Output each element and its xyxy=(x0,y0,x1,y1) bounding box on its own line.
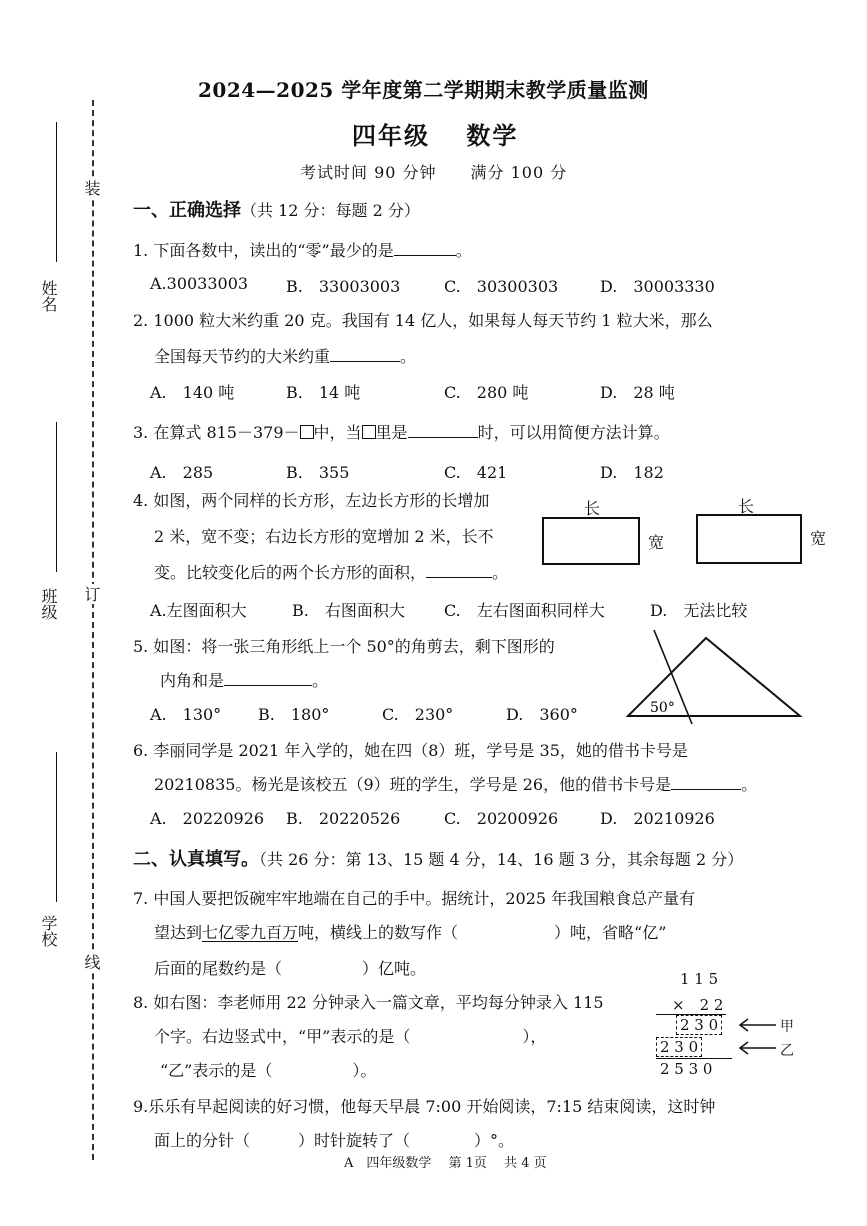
right-rect-wide-label: 宽 xyxy=(810,529,827,548)
q3-text-b: 中，当 xyxy=(313,423,362,442)
q5-end: 。 xyxy=(312,671,329,690)
q5-option-d[interactable]: D. 360° xyxy=(506,705,578,724)
q2-line2-text: 全国每天节约的大米约重 xyxy=(154,347,331,366)
section1-heading xyxy=(133,196,420,222)
q8-line3: “乙”表示的是（ ）。 xyxy=(160,1061,377,1080)
dashed-binding-line xyxy=(92,100,94,1160)
q2-option-d[interactable]: D. 28 吨 xyxy=(600,383,675,402)
q4-option-c[interactable]: C. 左右图面积同样大 xyxy=(444,601,605,620)
school-field-line xyxy=(56,752,57,902)
calc-rule-2 xyxy=(656,1058,732,1059)
q3-option-d[interactable]: D. 182 xyxy=(600,463,664,482)
q7-line2-b: 吨，横线上的数写作（ ）吨，省略“亿” xyxy=(298,923,667,942)
q1-option-d[interactable]: D. 30003330 xyxy=(600,277,715,296)
q8-line1: 8. 如右图：李老师用 22 分钟录入一篇文章，平均每分钟录入 115 xyxy=(133,993,604,1012)
q1-text: 1. 下面各数中，读出的“零”最少的是 xyxy=(133,241,394,260)
q4-line3 xyxy=(154,560,508,583)
q4-line2: 2 米，宽不变；右边长方形的宽增加 2 米，长不 xyxy=(154,527,494,546)
left-rectangle xyxy=(542,517,640,565)
arrow-jia-icon xyxy=(738,1018,778,1032)
q1-option-c[interactable]: C. 30300303 xyxy=(444,277,559,296)
name-field-line xyxy=(56,122,57,262)
q8-line2: 个字。右边竖式中，“甲”表示的是（ ）， xyxy=(154,1027,547,1046)
left-rect-long-label: 长 xyxy=(584,499,601,518)
bind-char-ding: 订 xyxy=(82,586,101,602)
exam-title: 2024—2025 学年度第二学期期末教学质量监测 xyxy=(198,78,649,102)
section1-title: 一、正确选择 xyxy=(133,200,241,221)
q5-line2-text: 内角和是 xyxy=(160,671,225,690)
q7-line1: 7. 中国人要把饭碗牢牢地端在自己的手中。据统计，2025 年我国粮食总产量有 xyxy=(133,889,696,908)
name-label: 姓名 xyxy=(39,280,58,312)
right-rectangle xyxy=(696,514,802,564)
q4-end: 。 xyxy=(492,563,509,582)
q2-option-a[interactable]: A. 140 吨 xyxy=(150,383,235,402)
q1-option-b[interactable]: B. 33003003 xyxy=(286,277,401,296)
q9-line1: 9.乐乐有早起阅读的好习惯，他每天早晨 7:00 开始阅读，7:15 结束阅读，这时钟 xyxy=(133,1097,716,1116)
question-1 xyxy=(133,238,472,261)
q3-answer-blank[interactable] xyxy=(408,423,478,438)
q5-line1: 5. 如图：将一张三角形纸上一个 50°的角剪去，剩下图形的 xyxy=(133,637,555,656)
q3-option-a[interactable]: A. 285 xyxy=(150,463,214,482)
q5-option-b[interactable]: B. 180° xyxy=(258,705,330,724)
q6-option-c[interactable]: C. 20200926 xyxy=(444,809,559,828)
q3-text-c: 里是 xyxy=(375,423,408,442)
section2-heading xyxy=(133,845,743,871)
class-field-line xyxy=(56,422,57,572)
q5-answer-blank[interactable] xyxy=(224,671,312,686)
calc-result: 2 5 3 0 xyxy=(660,1060,713,1078)
angle-label: 50° xyxy=(650,700,675,716)
q6-option-d[interactable]: D. 20210926 xyxy=(600,809,715,828)
q6-line2 xyxy=(154,772,757,795)
q1-answer-blank[interactable] xyxy=(394,241,456,256)
q2-option-b[interactable]: B. 14 吨 xyxy=(286,383,361,402)
q6-option-a[interactable]: A. 20220926 xyxy=(150,809,265,828)
calc-top-number: 1 1 5 xyxy=(680,970,719,988)
calc-multiplier: × 2 2 xyxy=(672,996,724,1014)
q5-option-a[interactable]: A. 130° xyxy=(150,705,222,724)
q6-line2-text: 20210835。杨光是该校五（9）班的学生，学号是 26，他的借书卡号是 xyxy=(154,775,672,794)
question-3 xyxy=(133,420,670,443)
section2-note: （共 26 分：第 13、15 题 4 分，14、16 题 3 分，其余每题 2 分） xyxy=(259,850,744,869)
q2-line2 xyxy=(154,344,416,367)
q5-triangle-figure xyxy=(620,628,810,724)
arrow-yi-icon xyxy=(738,1041,778,1055)
section2-title: 二、认真填写。 xyxy=(133,849,259,870)
q7-line2 xyxy=(154,920,666,943)
q1-end: 。 xyxy=(455,241,472,260)
q3-text-a: 3. 在算式 815－379－ xyxy=(133,423,300,442)
q5-line2 xyxy=(160,668,328,691)
calc-partial-jia: 2 3 0 xyxy=(676,1015,722,1035)
q4-option-b[interactable]: B. 右图面积大 xyxy=(292,601,405,620)
q7-line2-a: 望达到 xyxy=(154,923,203,942)
q3-option-b[interactable]: B. 355 xyxy=(286,463,350,482)
q6-end: 。 xyxy=(741,775,758,794)
section1-note: （共 12 分：每题 2 分） xyxy=(241,201,420,220)
left-rect-wide-label: 宽 xyxy=(648,533,665,552)
q6-option-b[interactable]: B. 20220526 xyxy=(286,809,401,828)
calc-partial-yi: 2 3 0 xyxy=(656,1037,702,1057)
q6-answer-blank[interactable] xyxy=(671,775,741,790)
q5-option-c[interactable]: C. 230° xyxy=(382,705,454,724)
q1-option-a[interactable]: A.30033003 xyxy=(150,274,249,293)
page-footer: A 四年级数学 第 1页 共 4 页 xyxy=(344,1156,547,1171)
q2-option-c[interactable]: C. 280 吨 xyxy=(444,383,529,402)
q4-line1: 4. 如图，两个同样的长方形，左边长方形的长增加 xyxy=(133,491,490,510)
q4-line3-text: 变。比较变化后的两个长方形的面积， xyxy=(154,563,427,582)
class-label: 班级 xyxy=(39,588,58,620)
q7-underlined-number: 七亿零九百万 xyxy=(202,923,299,942)
blank-square-icon xyxy=(300,425,314,439)
label-yi: 乙 xyxy=(780,1043,794,1059)
q4-answer-blank[interactable] xyxy=(426,563,492,578)
school-label: 学校 xyxy=(39,915,58,947)
blank-square-icon xyxy=(362,425,376,439)
bind-char-zhuang: 装 xyxy=(82,180,101,196)
label-jia: 甲 xyxy=(780,1019,794,1035)
q3-option-c[interactable]: C. 421 xyxy=(444,463,508,482)
q6-line1: 6. 李丽同学是 2021 年入学的，她在四（8）班，学号是 35，她的借书卡号是 xyxy=(133,741,688,760)
exam-subtitle: 四年级 数学 xyxy=(352,121,519,150)
q7-line3: 后面的尾数约是（ ）亿吨。 xyxy=(154,959,427,978)
q4-option-d[interactable]: D. 无法比较 xyxy=(650,601,748,620)
q4-option-a[interactable]: A.左图面积大 xyxy=(150,601,247,620)
q9-line2: 面上的分针（ ）时针旋转了（ ）°。 xyxy=(154,1131,515,1150)
bind-char-xian: 线 xyxy=(82,954,101,970)
right-rect-long-label: 长 xyxy=(738,497,755,516)
q2-end: 。 xyxy=(400,347,417,366)
q3-text-d: 时，可以用简便方法计算。 xyxy=(477,423,670,442)
q2-line1: 2. 1000 粒大米约重 20 克。我国有 14 亿人，如果每人每天节约 1 粒大米，那么 xyxy=(133,311,713,330)
q2-answer-blank[interactable] xyxy=(330,347,400,362)
exam-info: 考试时间 90 分钟 满分 100 分 xyxy=(300,163,568,182)
